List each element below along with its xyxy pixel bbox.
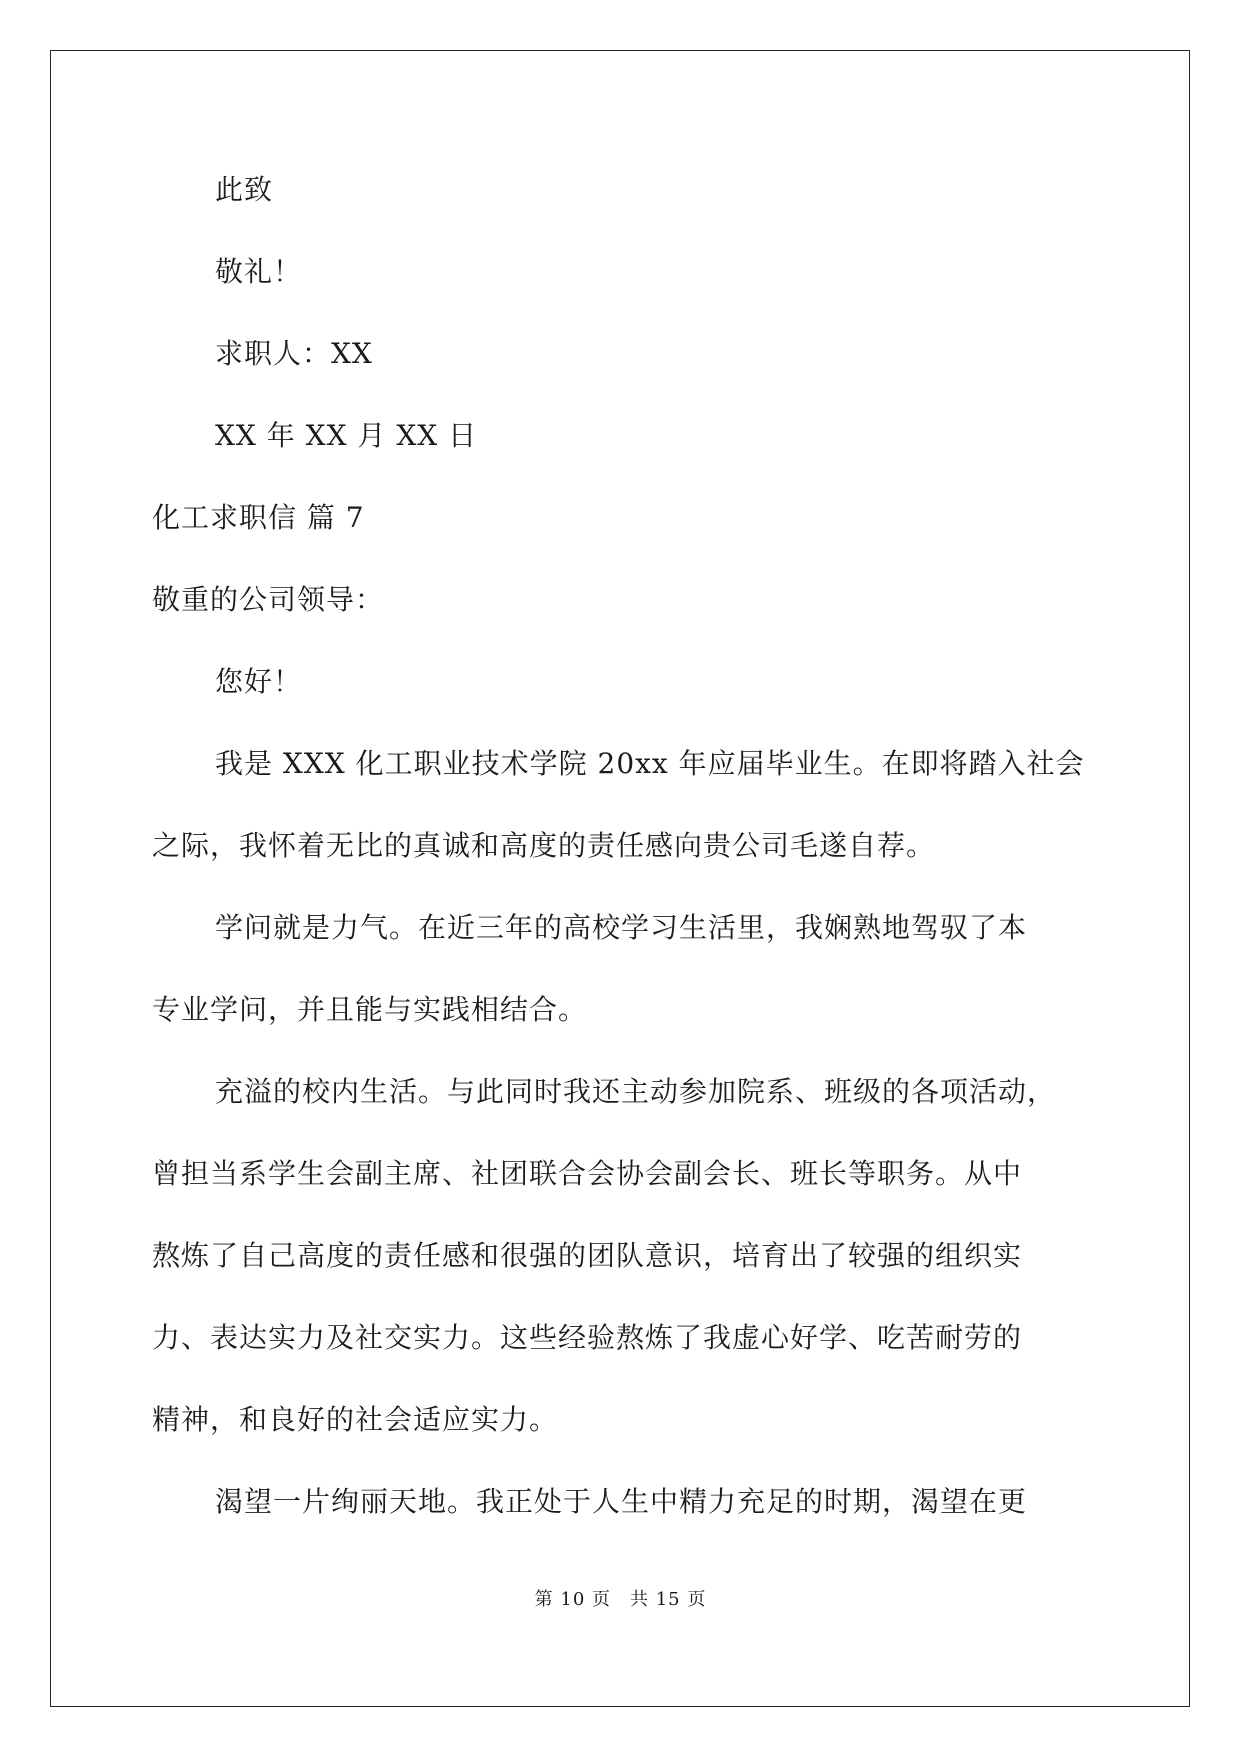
paragraph-line: 渴望一片绚丽天地。我正处于人生中精力充足的时期，渴望在更 xyxy=(215,1485,1028,1518)
paragraph-line: 我是 XXX 化工职业技术学院 20xx 年应届毕业生。在即将踏入社会 xyxy=(215,747,1085,780)
paragraph-line: 学问就是力气。在近三年的高校学习生活里，我娴熟地驾驭了本 xyxy=(215,911,1028,944)
signature-applicant: 求职人：XX xyxy=(215,337,373,370)
closing-respect: 敬礼！ xyxy=(215,255,303,288)
letter-salutation: 敬重的公司领导： xyxy=(152,583,385,616)
signature-date: XX 年 XX 月 XX 日 xyxy=(215,419,478,452)
paragraph-line: 熬炼了自己高度的责任感和很强的团队意识，培育出了较强的组织实 xyxy=(152,1239,1023,1272)
closing-salutation: 此致 xyxy=(215,173,274,206)
page-number-footer: 第 10 页 共 15 页 xyxy=(534,1589,707,1610)
page-border xyxy=(50,50,1190,1707)
paragraph-line: 力、表达实力及社交实力。这些经验熬炼了我虚心好学、吃苦耐劳的 xyxy=(152,1321,1023,1354)
letter-greeting: 您好！ xyxy=(215,665,303,698)
paragraph-line: 专业学问，并且能与实践相结合。 xyxy=(152,993,588,1026)
paragraph-line: 之际，我怀着无比的真诚和高度的责任感向贵公司毛遂自荐。 xyxy=(152,829,936,862)
section-heading: 化工求职信 篇 7 xyxy=(152,501,365,534)
paragraph-line: 曾担当系学生会副主席、社团联合会协会副会长、班长等职务。从中 xyxy=(152,1157,1023,1190)
paragraph-line: 充溢的校内生活。与此同时我还主动参加院系、班级的各项活动， xyxy=(215,1075,1057,1108)
paragraph-line: 精神，和良好的社会适应实力。 xyxy=(152,1403,559,1436)
